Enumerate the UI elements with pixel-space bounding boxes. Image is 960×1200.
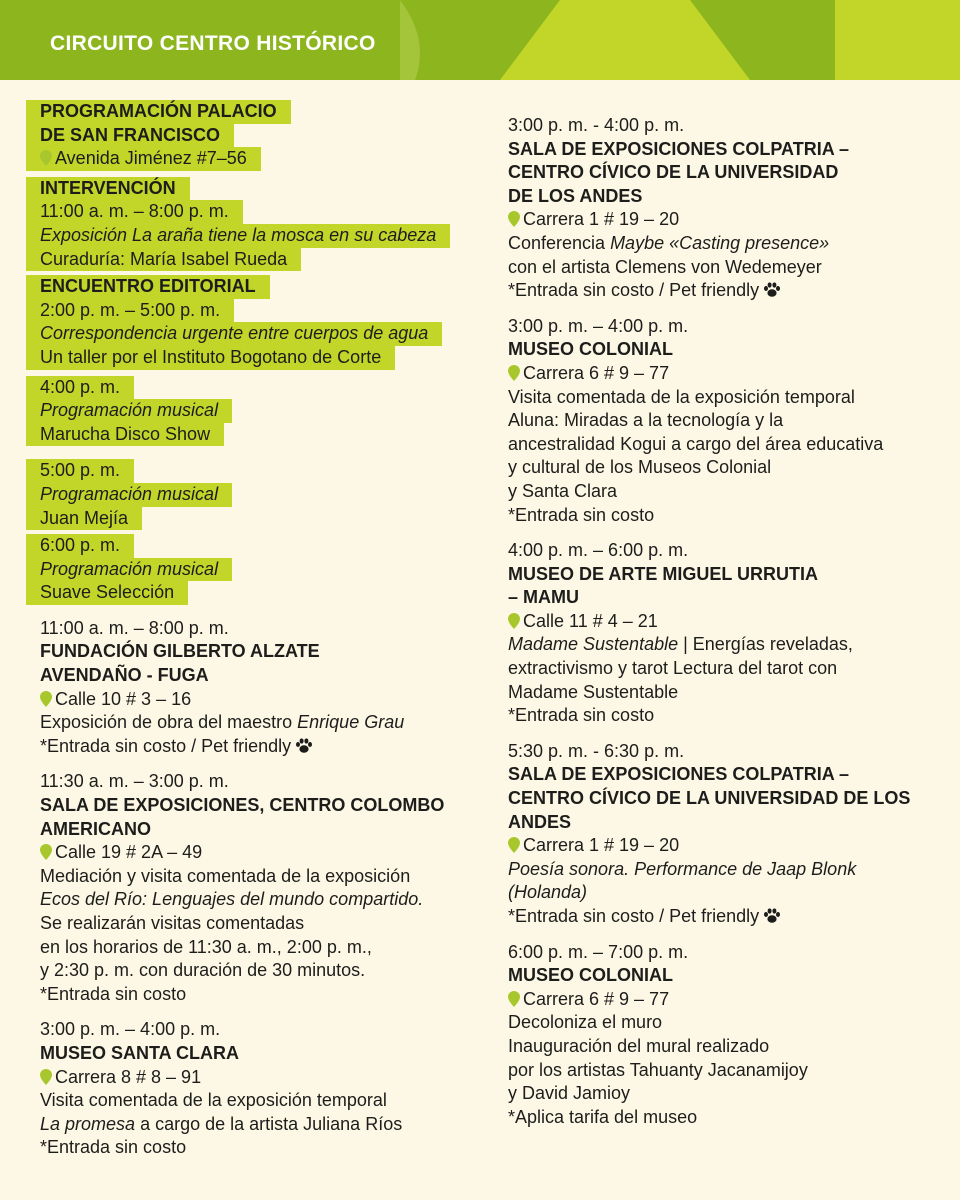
music-artist: Suave Selección: [26, 581, 188, 605]
event-fuga: [26, 617, 476, 759]
address-text: Carrera 1 # 19 – 20: [523, 835, 680, 856]
paw-icon: [763, 908, 781, 924]
intervencion-description: Exposición La araña tiene la mosca en su cabeza: [26, 224, 450, 248]
event-description: Mediación y visita comentada de la exposición: [40, 865, 411, 886]
location-pin-icon: [40, 691, 52, 707]
event-description: Decoloniza el muro: [508, 1012, 663, 1033]
intervencion-title: INTERVENCIÓN: [26, 177, 190, 201]
event-description: (Holanda): [508, 882, 588, 903]
palacio-heading-1: PROGRAMACIÓN PALACIO: [26, 100, 291, 124]
event-description: [40, 1113, 476, 1137]
event-title: MUSEO COLONIAL: [508, 339, 673, 360]
event-description: [508, 232, 948, 256]
location-pin-icon: [40, 844, 52, 860]
event-description: extractivismo y tarot Lectura del tarot con: [508, 658, 838, 679]
event-description: [40, 711, 476, 735]
location-pin-icon: [40, 150, 52, 166]
intervencion-block: [26, 177, 476, 271]
music-time: 6:00 p. m.: [26, 534, 134, 558]
location-pin-icon: [40, 1069, 52, 1085]
event-description: con el artista Clemens von Wedemeyer: [508, 256, 822, 277]
event-title: MUSEO SANTA CLARA: [40, 1042, 239, 1063]
event-address: [508, 362, 948, 386]
event-time: 3:00 p. m. – 4:00 p. m.: [508, 315, 689, 336]
palacio-address: [26, 147, 261, 171]
encuentro-time: 2:00 p. m. – 5:00 p. m.: [26, 299, 234, 323]
event-description: por los artistas Tahuanty Jacanamijoy: [508, 1059, 808, 1080]
address-text: Calle 11 # 4 – 21: [523, 610, 658, 631]
address-text: Carrera 1 # 19 – 20: [523, 209, 680, 230]
location-pin-icon: [508, 837, 520, 853]
event-title: AVENDAÑO - FUGA: [40, 665, 209, 686]
address-text: Calle 19 # 2A – 49: [55, 842, 203, 863]
desc-italic: Maybe «Casting presence»: [610, 232, 830, 253]
event-description: Visita comentada de la exposición temporal: [40, 1090, 387, 1111]
desc-italic: Madame Sustentable: [508, 634, 679, 655]
address-text: Avenida Jiménez #7–56: [55, 148, 247, 169]
encuentro-title: ENCUENTRO EDITORIAL: [26, 275, 270, 299]
encuentro-block: [26, 275, 476, 369]
music-time: 4:00 p. m.: [26, 376, 134, 400]
music-label: Programación musical: [26, 399, 232, 423]
paw-icon: [763, 282, 781, 298]
event-note: [40, 735, 476, 759]
left-column: [26, 100, 476, 1172]
event-description: y 2:30 p. m. con duración de 30 minutos.: [40, 960, 366, 981]
encuentro-description: Correspondencia urgente entre cuerpos de agua: [26, 322, 442, 346]
event-time: 6:00 p. m. – 7:00 p. m.: [508, 941, 689, 962]
address-text: Calle 10 # 3 – 16: [55, 688, 192, 709]
address-text: Carrera 6 # 9 – 77: [523, 362, 670, 383]
note-text: *Entrada sin costo / Pet friendly: [40, 735, 292, 756]
music-block-1: [26, 376, 476, 447]
desc-text: Conferencia: [508, 232, 611, 253]
palacio-heading-block: [26, 100, 476, 171]
event-santa-clara: [26, 1018, 476, 1160]
intervencion-time: 11:00 a. m. – 8:00 p. m.: [26, 200, 243, 224]
event-address: [508, 610, 948, 634]
address-text: Carrera 6 # 9 – 77: [523, 988, 670, 1009]
desc-text: | Energías reveladas,: [678, 634, 853, 655]
event-description: ancestralidad Kogui a cargo del área educativa: [508, 433, 884, 454]
event-title: SALA DE EXPOSICIONES COLPATRIA –: [508, 138, 850, 159]
event-address: [508, 988, 948, 1012]
paw-icon: [295, 738, 313, 754]
event-time: 11:30 a. m. – 3:00 p. m.: [40, 771, 229, 792]
event-colonial-1: [508, 315, 948, 527]
event-mamu: [508, 539, 948, 728]
event-note: *Entrada sin costo: [40, 1137, 187, 1158]
event-description: y cultural de los Museos Colonial: [508, 457, 772, 478]
event-colpatria-1: [508, 114, 948, 303]
event-time: 3:00 p. m. – 4:00 p. m.: [40, 1019, 221, 1040]
event-note: *Entrada sin costo: [40, 983, 187, 1004]
location-pin-icon: [508, 991, 520, 1007]
event-colonial-2: [508, 941, 948, 1130]
event-note: *Entrada sin costo: [508, 705, 655, 726]
music-label: Programación musical: [26, 558, 232, 582]
event-description: y David Jamioy: [508, 1083, 631, 1104]
event-address: [40, 688, 476, 712]
music-artist: Juan Mejía: [26, 507, 142, 531]
music-block-2: [26, 459, 476, 530]
page-title: CIRCUITO CENTRO HISTÓRICO: [50, 32, 376, 55]
event-title: MUSEO DE ARTE MIGUEL URRUTIA: [508, 563, 819, 584]
music-time: 5:00 p. m.: [26, 459, 134, 483]
location-pin-icon: [508, 211, 520, 227]
intervencion-curator: Curaduría: María Isabel Rueda: [26, 248, 301, 272]
music-block-3: [26, 534, 476, 605]
event-title: SALA DE EXPOSICIONES COLPATRIA –: [508, 764, 850, 785]
music-artist: Marucha Disco Show: [26, 423, 224, 447]
event-description: Se realizarán visitas comentadas: [40, 913, 305, 933]
event-title: CENTRO CÍVICO DE LA UNIVERSIDAD: [508, 162, 839, 183]
event-title: – MAMU: [508, 587, 579, 608]
note-text: *Entrada sin costo / Pet friendly: [508, 906, 760, 926]
palacio-heading-2: DE SAN FRANCISCO: [26, 124, 234, 148]
event-time: 4:00 p. m. – 6:00 p. m.: [508, 540, 689, 561]
desc-text: a cargo de la artista Juliana Ríos: [135, 1113, 403, 1134]
event-title: MUSEO COLONIAL: [508, 965, 673, 986]
event-note: [508, 905, 948, 929]
event-description: Madame Sustentable: [508, 681, 679, 702]
address-text: Carrera 8 # 8 – 91: [55, 1066, 202, 1087]
event-description: Aluna: Miradas a la tecnología y la: [508, 410, 784, 431]
event-description: Ecos del Río: Lenguajes del mundo compartido.: [40, 889, 424, 910]
event-time: 11:00 a. m. – 8:00 p. m.: [40, 617, 229, 638]
event-title: CENTRO CÍVICO DE LA UNIVERSIDAD DE LOS: [508, 788, 911, 809]
header-banner: [0, 0, 960, 80]
event-title: FUNDACIÓN GILBERTO ALZATE: [40, 641, 320, 662]
event-address: [508, 834, 948, 858]
event-centro-colombo: [26, 770, 476, 1006]
event-address: [508, 208, 948, 232]
event-note: *Entrada sin costo: [508, 504, 655, 525]
location-pin-icon: [508, 613, 520, 629]
note-text: *Entrada sin costo / Pet friendly: [508, 280, 760, 301]
event-note: [508, 279, 948, 303]
event-time: 5:30 p. m. - 6:30 p. m.: [508, 740, 685, 761]
desc-italic: La promesa: [40, 1113, 136, 1134]
event-note: *Aplica tarifa del museo: [508, 1106, 698, 1127]
location-pin-icon: [508, 365, 520, 381]
event-address: [40, 841, 476, 865]
event-title: SALA DE EXPOSICIONES, CENTRO COLOMBO: [40, 795, 445, 816]
encuentro-detail: Un taller por el Instituto Bogotano de Corte: [26, 346, 395, 370]
event-description: y Santa Clara: [508, 480, 618, 501]
desc-italic: Enrique Grau: [297, 712, 405, 733]
desc-text: Exposición de obra del maestro: [40, 712, 298, 733]
event-title: DE LOS ANDES: [508, 185, 643, 206]
event-description: Poesía sonora. Performance de Jaap Blonk: [508, 858, 857, 879]
event-title: AMERICANO: [40, 818, 151, 839]
event-time: 3:00 p. m. - 4:00 p. m.: [508, 115, 685, 135]
event-description: en los horarios de 11:30 a. m., 2:00 p. m.,: [40, 936, 372, 957]
event-title: ANDES: [508, 811, 572, 832]
right-column: [508, 114, 948, 1141]
event-description: [508, 633, 948, 657]
music-label: Programación musical: [26, 483, 232, 507]
event-colpatria-2: [508, 740, 948, 929]
event-description: Visita comentada de la exposición temporal: [508, 386, 855, 407]
event-address: [40, 1066, 476, 1090]
event-description: Inauguración del mural realizado: [508, 1035, 770, 1056]
